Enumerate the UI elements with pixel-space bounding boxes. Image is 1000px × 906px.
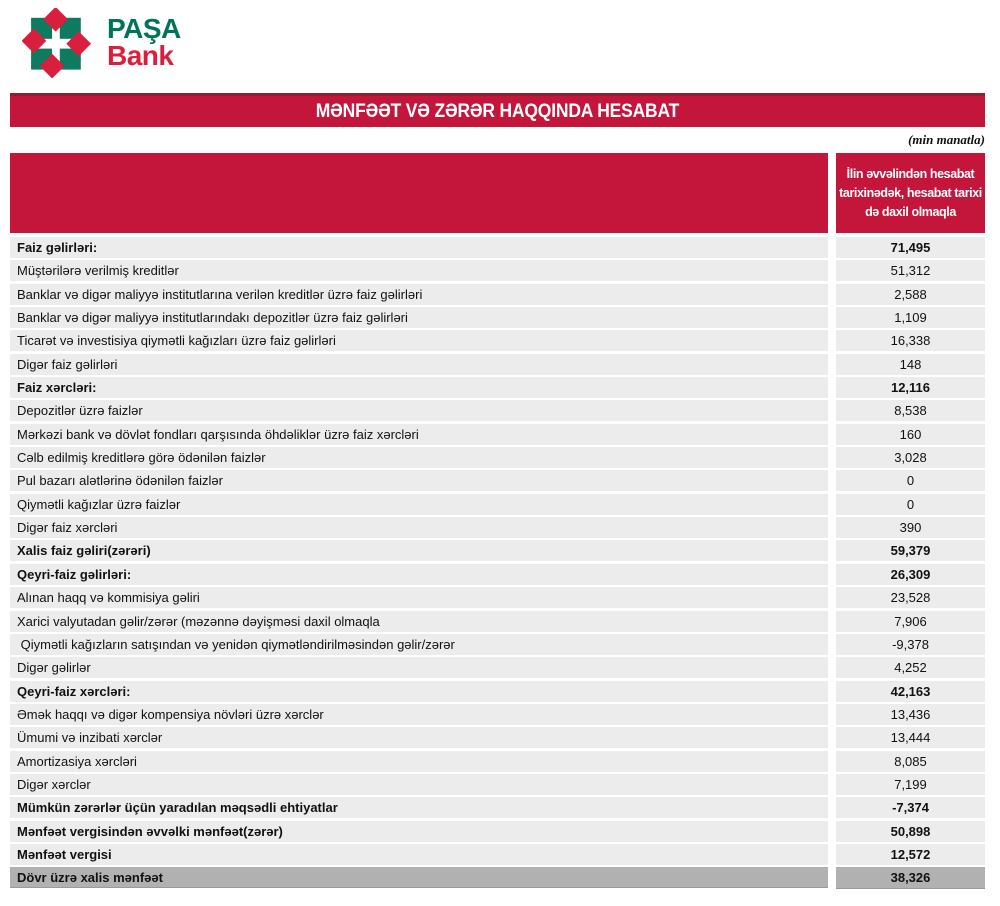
row-label: Faiz xərcləri: [10, 377, 828, 398]
table-row [10, 284, 985, 305]
row-value: 71,495 [836, 237, 985, 258]
row-column-gap [828, 564, 836, 585]
row-value: -7,374 [836, 797, 985, 818]
table-row [10, 354, 985, 375]
logo-word-pasha: PAŞA [107, 13, 181, 44]
row-label: Pul bazarı alətlərinə ödənilən faizlər [10, 470, 828, 491]
row-value: 12,116 [836, 377, 985, 398]
row-column-gap [828, 774, 836, 795]
row-value: 160 [836, 424, 985, 445]
table-row [10, 400, 985, 421]
row-column-gap [828, 260, 836, 281]
row-label: Banklar və digər maliyyə institutlarındakı depozitlər üzrə faiz gəlirləri [10, 307, 828, 328]
row-column-gap [828, 867, 836, 888]
row-column-gap [828, 307, 836, 328]
row-value: -9,378 [836, 634, 985, 655]
row-column-gap [828, 237, 836, 258]
row-value: 38,326 [836, 867, 985, 889]
row-value: 42,163 [836, 681, 985, 702]
row-column-gap [828, 330, 836, 351]
row-column-gap [828, 447, 836, 468]
logo-word-bank: Bank [107, 40, 174, 71]
row-column-gap [828, 657, 836, 678]
pasha-bank-logo [22, 8, 181, 78]
row-column-gap [828, 727, 836, 748]
row-value: 7,199 [836, 774, 985, 795]
row-column-gap [828, 284, 836, 305]
row-value: 3,028 [836, 447, 985, 468]
row-column-gap [828, 354, 836, 375]
row-column-gap [828, 611, 836, 632]
table-row [10, 237, 985, 258]
row-column-gap [828, 704, 836, 725]
table-row [10, 704, 985, 725]
row-label: Qeyri-faiz gəlirləri: [10, 564, 828, 585]
table-row [10, 517, 985, 538]
row-label: Mümkün zərərlər üçün yaradılan məqsədli ehtiyatlar [10, 797, 828, 818]
row-label: Banklar və digər maliyyə institutlarına verilən kreditlər üzrə faiz gəlirləri [10, 284, 828, 305]
unit-note: (min manatla) [908, 132, 985, 147]
row-label: Ticarət və investisiya qiymətli kağızları üzrə faiz gəlirləri [10, 330, 828, 351]
row-value: 59,379 [836, 540, 985, 561]
row-column-gap [828, 844, 836, 865]
row-value: 13,444 [836, 727, 985, 748]
row-label: Alınan haqq və kommisiya gəliri [10, 587, 828, 608]
row-label: Depozitlər üzrə faizlər [10, 400, 828, 421]
row-value: 148 [836, 354, 985, 375]
row-label: Mənfəət vergisindən əvvəlki mənfəət(zərər) [10, 821, 828, 842]
table-row [10, 447, 985, 468]
row-column-gap [828, 400, 836, 421]
table-row [10, 564, 985, 585]
table-row [10, 774, 985, 795]
row-value: 13,436 [836, 704, 985, 725]
table-row [10, 470, 985, 491]
row-column-gap [828, 494, 836, 515]
table-row [10, 260, 985, 281]
table-row [10, 657, 985, 678]
row-label: Qiymətli kağızlar üzrə faizlər [10, 494, 828, 515]
row-label: Cəlb edilmiş kreditlərə görə ödənilən faizlər [10, 447, 828, 468]
table-row [10, 424, 985, 445]
pasha-bank-logo-icon [22, 8, 92, 78]
row-column-gap [828, 377, 836, 398]
row-label: Qiymətli kağızların satışından və yenidən qiymətləndirilməsindən gəlir/zərər [10, 634, 828, 655]
row-value: 2,588 [836, 284, 985, 305]
row-column-gap [828, 587, 836, 608]
row-value: 1,109 [836, 307, 985, 328]
report-title-bar [10, 93, 985, 127]
table-row [10, 611, 985, 632]
table-row [10, 727, 985, 748]
row-value: 8,085 [836, 751, 985, 772]
row-label: Digər gəlirlər [10, 657, 828, 678]
table-row [10, 587, 985, 608]
row-value: 390 [836, 517, 985, 538]
row-label: Xalis faiz gəliri(zərəri) [10, 540, 828, 561]
row-column-gap [828, 540, 836, 561]
table-row [10, 540, 985, 561]
row-column-gap [828, 751, 836, 772]
table-row [10, 634, 985, 655]
row-value: 12,572 [836, 844, 985, 865]
row-value: 23,528 [836, 587, 985, 608]
row-label: Digər xərclər [10, 774, 828, 795]
table-row [10, 751, 985, 772]
row-label: Amortizasiya xərcləri [10, 751, 828, 772]
table-row [10, 867, 985, 889]
table-row [10, 494, 985, 515]
table-row [10, 797, 985, 818]
header-column-gap [828, 153, 836, 233]
row-label: Digər faiz xərcləri [10, 517, 828, 538]
row-label: Qeyri-faiz xərcləri: [10, 681, 828, 702]
row-column-gap [828, 797, 836, 818]
table-row [10, 377, 985, 398]
header-label-cell [10, 153, 828, 233]
row-value: 16,338 [836, 330, 985, 351]
row-value: 51,312 [836, 260, 985, 281]
row-column-gap [828, 821, 836, 842]
row-column-gap [828, 424, 836, 445]
report-table-header [10, 153, 985, 233]
row-value: 0 [836, 470, 985, 491]
report-table-body [10, 237, 985, 892]
row-label: Əmək haqqı və digər kompensiya növləri üzrə xərclər [10, 704, 828, 725]
row-value: 8,538 [836, 400, 985, 421]
row-label: Müştərilərə verilmiş kreditlər [10, 260, 828, 281]
row-column-gap [828, 634, 836, 655]
row-column-gap [828, 517, 836, 538]
row-label: Dövr üzrə xalis mənfəət [10, 867, 828, 888]
header-value-cell: İlin əvvəlindən hesabat tarixinədək, hesabat tarixi də daxil olmaqla [836, 153, 985, 233]
row-label: Mənfəət vergisi [10, 844, 828, 865]
row-value: 7,906 [836, 611, 985, 632]
row-value: 26,309 [836, 564, 985, 585]
row-column-gap [828, 681, 836, 702]
row-label: Ümumi və inzibati xərclər [10, 727, 828, 748]
table-row [10, 330, 985, 351]
row-value: 4,252 [836, 657, 985, 678]
row-label: Mərkəzi bank və dövlət fondları qarşısında öhdəliklər üzrə faiz xərcləri [10, 424, 828, 445]
row-column-gap [828, 470, 836, 491]
pasha-bank-logo-text [107, 15, 181, 69]
table-row [10, 307, 985, 328]
row-value: 0 [836, 494, 985, 515]
table-row [10, 821, 985, 842]
row-label: Digər faiz gəlirləri [10, 354, 828, 375]
row-label: Faiz gəlirləri: [10, 237, 828, 258]
report-title: MƏNFƏƏT VƏ ZƏRƏR HAQQINDA HESABAT [315, 100, 680, 122]
table-row [10, 844, 985, 865]
table-row [10, 681, 985, 702]
row-value: 50,898 [836, 821, 985, 842]
row-label: Xarici valyutadan gəlir/zərər (məzənnə dəyişməsi daxil olmaqla [10, 611, 828, 632]
